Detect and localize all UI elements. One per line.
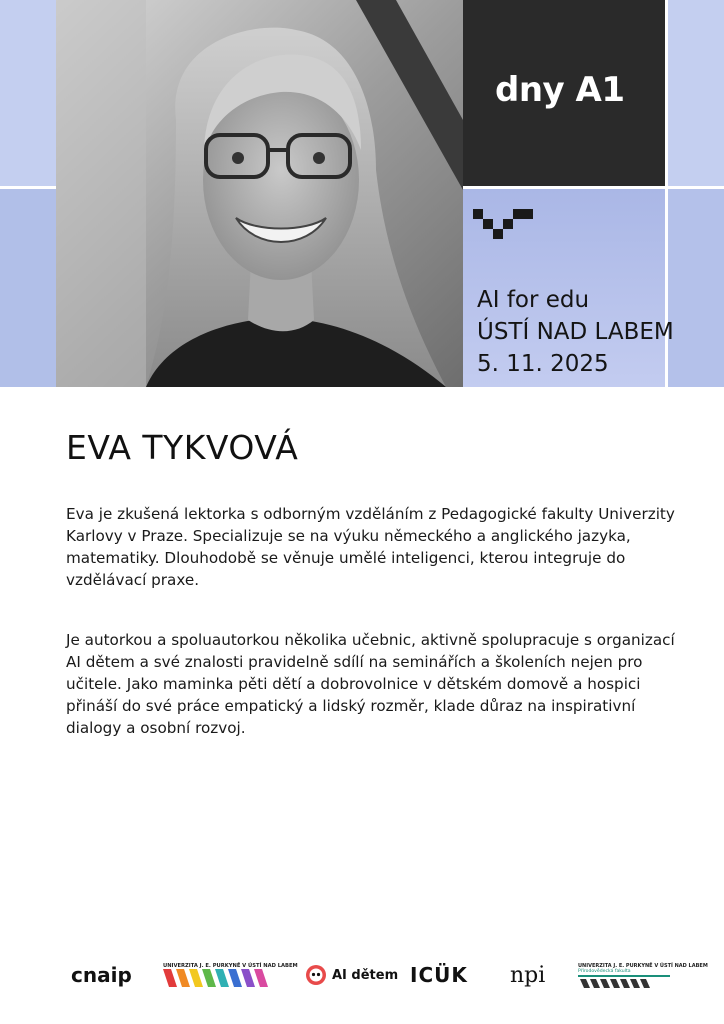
speaker-photo-illustration	[56, 0, 463, 387]
aidetem-logo-text: AI dětem	[332, 967, 399, 983]
decor-block-right-top	[668, 0, 724, 186]
bio-paragraph-2: Je autorkou a spoluautorkou několika učebnic, aktivně spolupracuje s organizací AI dětem a své znalosti pravidelně sdílí na seminářích a školeních nejen pro učitele. Jako maminka pěti dětí a dobrovolnice v dětském domově a hospici přináší do své práce empatický a lidský rozměr, klade důraz na inspirativní dialogy a osobní rozvoj.	[66, 631, 675, 737]
ujep-faculty-subtitle: Přírodovědecká fakulta	[578, 968, 631, 974]
decor-block-left-bottom	[0, 189, 56, 387]
aidetem-robot-icon	[305, 964, 327, 986]
speaker-name: EVA TYKVOVÁ	[66, 428, 299, 467]
ujep-faculty-stripes-icon	[578, 974, 670, 988]
ujep-logo-text: UNIVERZITA J. E. PURKYNĚ V ÚSTÍ NAD LABEM	[163, 963, 298, 969]
pixel-chevron-icon	[473, 209, 537, 245]
decor-block-left-top	[0, 0, 56, 186]
partner-logos	[0, 955, 724, 995]
aidetem-logo	[305, 955, 398, 995]
decor-block-right-bottom	[668, 189, 724, 387]
bio-paragraph-1: Eva je zkušená lektorka s odborným vzděláním z Pedagogické fakulty Univerzity Karlovy v Praze. Specializuje se na výuku německého a anglického jazyka, matematiky. Dlouhodobě se věnuje umělé inteligenci, kterou integruje do vzdělávací praxe.	[66, 505, 675, 589]
speaker-photo	[56, 0, 463, 387]
cnaip-logo: cnaip	[71, 963, 132, 987]
ujep-faculty-logo	[578, 955, 708, 995]
npi-logo: npi	[510, 962, 546, 988]
icuk-logo: ICÜK	[410, 963, 468, 987]
event-logo: dny A1	[495, 70, 625, 110]
ujep-logo	[163, 955, 298, 995]
event-date: 5. 11. 2025	[477, 351, 609, 377]
event-info	[477, 284, 674, 380]
ujep-faculty-title: UNIVERZITA J. E. PURKYNĚ V ÚSTÍ NAD LABEM	[578, 962, 708, 969]
event-name: AI for edu	[477, 287, 590, 313]
ujep-stripes-icon	[163, 969, 275, 987]
event-city: ÚSTÍ NAD LABEM	[477, 319, 674, 345]
